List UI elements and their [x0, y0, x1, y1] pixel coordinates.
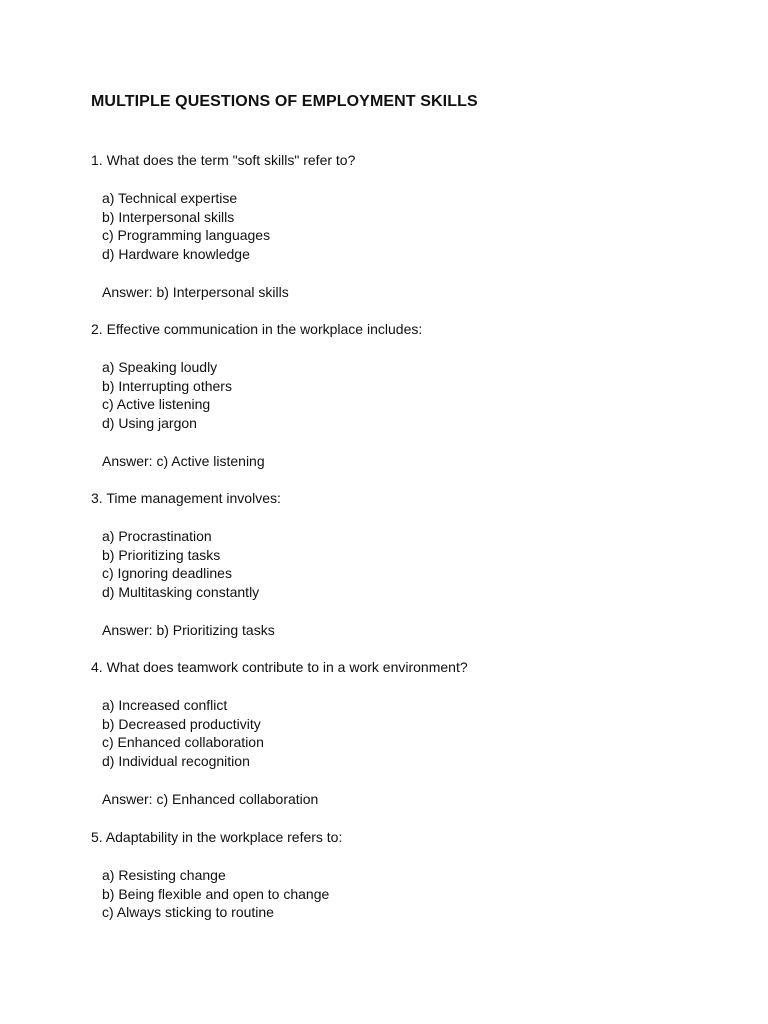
options-list: [91, 866, 731, 922]
option-item: b) Being flexible and open to change: [102, 885, 330, 902]
option-item: d) Using jargon: [102, 415, 197, 432]
answer-text: Answer: b) Prioritizing tasks: [102, 621, 275, 638]
question-text: 4. What does teamwork contribute to in a work environment?: [91, 659, 468, 675]
options-list: [91, 696, 731, 771]
question-text: 5. Adaptability in the workplace refers to:: [91, 829, 343, 845]
answer-text: Answer: c) Enhanced collaboration: [102, 790, 319, 807]
option-item: b) Decreased productivity: [102, 715, 261, 732]
option-item: d) Individual recognition: [102, 753, 250, 770]
option-item: b) Prioritizing tasks: [102, 546, 221, 563]
option-item: c) Active listening: [102, 396, 211, 413]
options-list: [91, 527, 731, 602]
options-list: [91, 358, 731, 433]
option-item: b) Interpersonal skills: [102, 208, 235, 225]
option-item: d) Multitasking constantly: [102, 584, 260, 601]
question-block-4: [91, 658, 731, 809]
answer-text: Answer: b) Interpersonal skills: [102, 283, 289, 300]
question-text: 3. Time management involves:: [91, 490, 281, 506]
option-item: c) Always sticking to routine: [102, 904, 274, 921]
document-title: MULTIPLE QUESTIONS OF EMPLOYMENT SKILLS: [91, 93, 478, 110]
option-item: a) Resisting change: [102, 866, 226, 883]
options-list: [91, 189, 731, 264]
option-item: a) Speaking loudly: [102, 358, 218, 375]
option-item: d) Hardware knowledge: [102, 246, 250, 263]
option-item: a) Increased conflict: [102, 696, 228, 713]
option-item: c) Enhanced collaboration: [102, 734, 264, 751]
option-item: c) Ignoring deadlines: [102, 565, 232, 582]
question-block-1: [91, 151, 731, 302]
answer-text: Answer: c) Active listening: [102, 452, 265, 469]
option-item: b) Interrupting others: [102, 377, 232, 394]
question-block-5: [91, 828, 731, 922]
question-block-2: [91, 320, 731, 471]
question-text: 1. What does the term "soft skills" refer to?: [91, 152, 356, 168]
question-text: 2. Effective communication in the workplace includes:: [91, 321, 423, 337]
option-item: a) Technical expertise: [102, 189, 238, 206]
question-block-3: [91, 489, 731, 640]
option-item: c) Programming languages: [102, 227, 271, 244]
option-item: a) Procrastination: [102, 527, 212, 544]
